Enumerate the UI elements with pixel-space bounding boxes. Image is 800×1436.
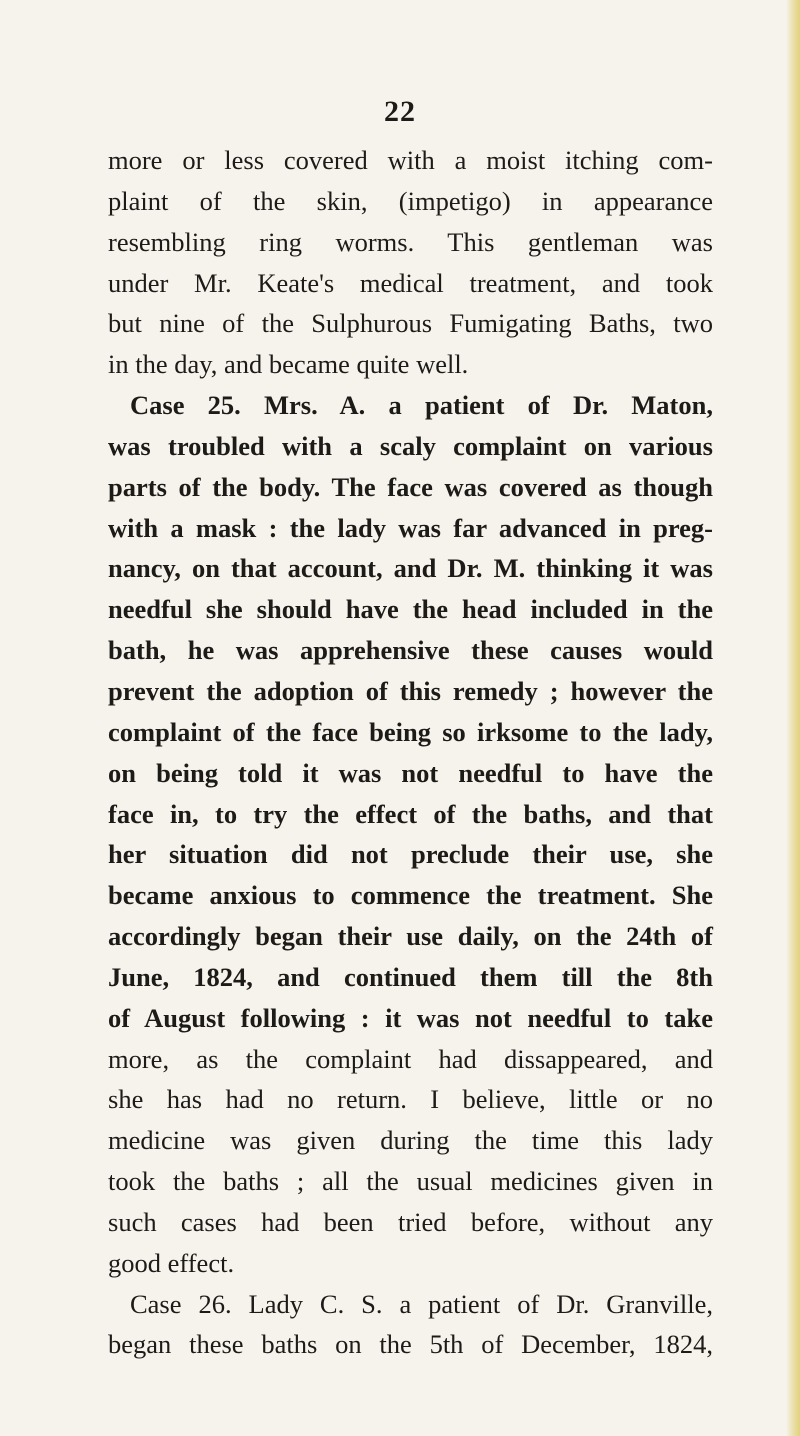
- text-line: more or less covered with a moist itching com-: [108, 145, 713, 175]
- text-line: of August following : it was not needful to take: [108, 1002, 713, 1033]
- text-line: complaint of the face being so irksome to the lady,: [108, 716, 713, 747]
- text-line: resembling ring worms. This gentleman was: [108, 226, 713, 257]
- text-line: prevent the adoption of this remedy ; however the: [108, 675, 713, 706]
- text-line: became anxious to commence the treatment. She: [108, 880, 713, 911]
- text-line: Case 26. Lady C. S. a patient of Dr. Granville,: [130, 1288, 713, 1319]
- text-line: such cases had been tried before, without any: [108, 1206, 713, 1237]
- text-line: June, 1824, and continued them till the 8th: [108, 961, 713, 992]
- text-line: good effect.: [108, 1247, 235, 1278]
- text-line: bath, he was apprehensive these causes would: [108, 635, 713, 666]
- text-line: began these baths on the 5th of December, 1824,: [108, 1329, 713, 1360]
- text-line: face in, to try the effect of the baths, and that: [108, 798, 713, 829]
- page-edge-shading: [786, 0, 800, 1436]
- text-line: took the baths ; all the usual medicines given in: [108, 1166, 713, 1197]
- text-line: she has had no return. I believe, little or no: [108, 1084, 713, 1115]
- text-line: her situation did not preclude their use, she: [108, 839, 713, 870]
- text-line: but nine of the Sulphurous Fumigating Baths, two: [108, 308, 713, 339]
- text-line: with a mask : the lady was far advanced in preg-: [108, 512, 713, 543]
- text-line: on being told it was not needful to have the: [108, 757, 713, 788]
- text-line: Case 25. Mrs. A. a patient of Dr. Maton,: [130, 390, 713, 421]
- text-line: under Mr. Keate's medical treatment, and took: [108, 267, 713, 298]
- page-number: 22: [384, 95, 416, 128]
- body-text: [108, 140, 713, 1365]
- text-line: nancy, on that account, and Dr. M. thinking it was: [108, 553, 713, 584]
- text-line: medicine was given during the time this lady: [108, 1125, 713, 1156]
- text-line: plaint of the skin, (impetigo) in appearance: [108, 185, 713, 216]
- text-line: parts of the body. The face was covered as though: [108, 471, 713, 502]
- text-line: more, as the complaint had dissappeared, and: [108, 1043, 713, 1074]
- text-line: in the day, and became quite well.: [108, 349, 469, 380]
- text-line: was troubled with a scaly complaint on various: [108, 430, 713, 461]
- text-line: accordingly began their use daily, on the 24th of: [108, 921, 713, 952]
- text-line: needful she should have the head included in the: [108, 594, 713, 625]
